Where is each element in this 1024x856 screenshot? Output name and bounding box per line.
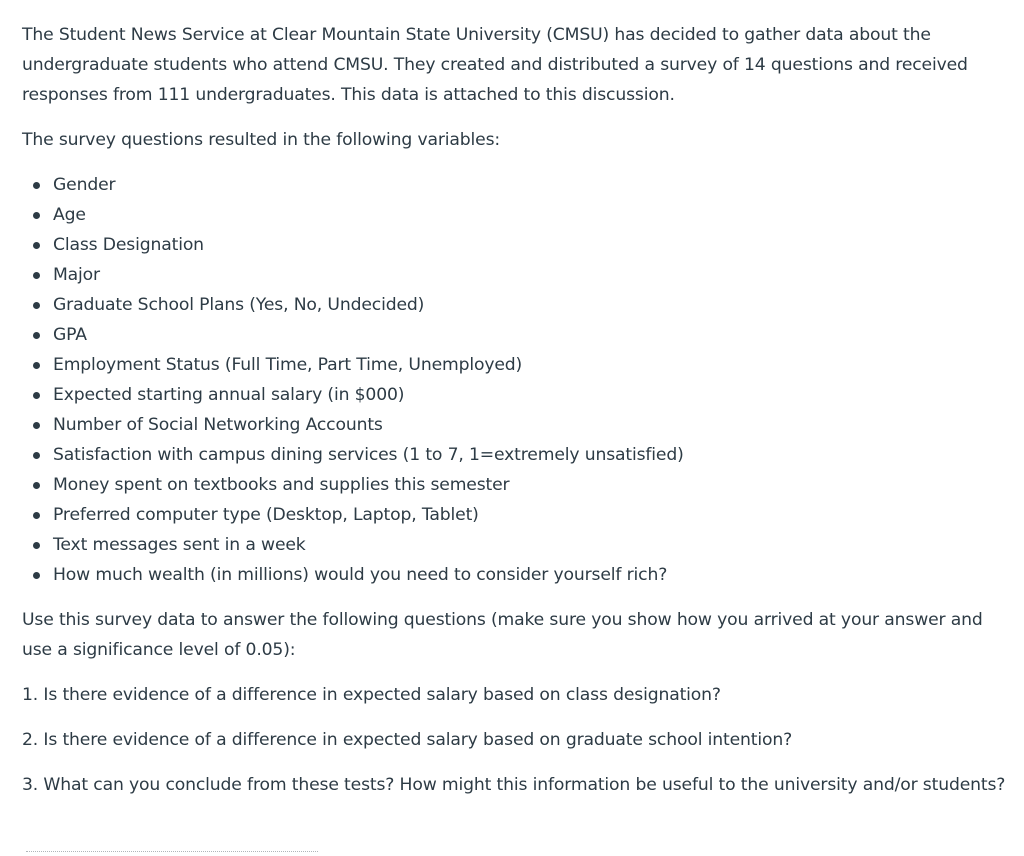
list-item xyxy=(22,560,1006,590)
variable-label: Money spent on textbooks and supplies this semester xyxy=(53,475,510,495)
list-item xyxy=(22,230,1006,260)
variable-label: Preferred computer type (Desktop, Laptop, Tablet) xyxy=(53,505,479,525)
variable-label: Text messages sent in a week xyxy=(53,535,306,555)
list-item xyxy=(22,260,1006,290)
variable-label: Satisfaction with campus dining services (1 to 7, 1=extremely unsatisfied) xyxy=(53,445,684,465)
variable-label: Number of Social Networking Accounts xyxy=(53,415,383,435)
dotted-divider xyxy=(26,851,318,852)
bullet-icon xyxy=(33,302,40,309)
variable-label: GPA xyxy=(53,325,87,345)
bullet-icon xyxy=(33,182,40,189)
question-3: 3. What can you conclude from these tests? How might this information be useful to the university and/or students? xyxy=(22,775,1006,795)
list-item xyxy=(22,320,1006,350)
question-1: 1. Is there evidence of a difference in expected salary based on class designation? xyxy=(22,685,721,705)
bullet-icon xyxy=(33,272,40,279)
list-item xyxy=(22,410,1006,440)
bullet-icon xyxy=(33,572,40,579)
variable-label: How much wealth (in millions) would you need to consider yourself rich? xyxy=(53,565,668,585)
bullet-icon xyxy=(33,452,40,459)
bullet-icon xyxy=(33,212,40,219)
variable-label: Expected starting annual salary (in $000) xyxy=(53,385,405,405)
variables-lead: The survey questions resulted in the following variables: xyxy=(22,130,501,150)
bullet-icon xyxy=(33,542,40,549)
instructions-paragraph: Use this survey data to answer the following questions (make sure you show how you arrived at your answer and use a significance level of 0.05): xyxy=(22,610,983,660)
list-item xyxy=(22,380,1006,410)
bullet-icon xyxy=(33,392,40,399)
list-item xyxy=(22,200,1006,230)
list-item xyxy=(22,500,1006,530)
bullet-icon xyxy=(33,362,40,369)
variable-label: Employment Status (Full Time, Part Time, Unemployed) xyxy=(53,355,523,375)
bullet-icon xyxy=(33,422,40,429)
list-item xyxy=(22,530,1006,560)
list-item xyxy=(22,470,1006,500)
bullet-icon xyxy=(33,512,40,519)
list-item xyxy=(22,440,1006,470)
variable-label: Gender xyxy=(53,175,116,195)
variable-label: Class Designation xyxy=(53,235,204,255)
bullet-icon xyxy=(33,332,40,339)
bullet-icon xyxy=(33,482,40,489)
variable-label: Major xyxy=(53,265,100,285)
variable-label: Graduate School Plans (Yes, No, Undecided) xyxy=(53,295,425,315)
intro-paragraph: The Student News Service at Clear Mountain State University (CMSU) has decided to gather data about the undergraduate students who attend CMSU. They created and distributed a survey of 14 questions and received responses from 111 undergraduates. This data is attached to this discussion. xyxy=(22,25,968,105)
bullet-icon xyxy=(33,242,40,249)
list-item xyxy=(22,350,1006,380)
list-item xyxy=(22,290,1006,320)
list-item xyxy=(22,170,1006,200)
variables-list xyxy=(22,170,1006,590)
discussion-body xyxy=(22,20,1006,800)
question-2: 2. Is there evidence of a difference in expected salary based on graduate school intention? xyxy=(22,730,793,750)
variable-label: Age xyxy=(53,205,86,225)
